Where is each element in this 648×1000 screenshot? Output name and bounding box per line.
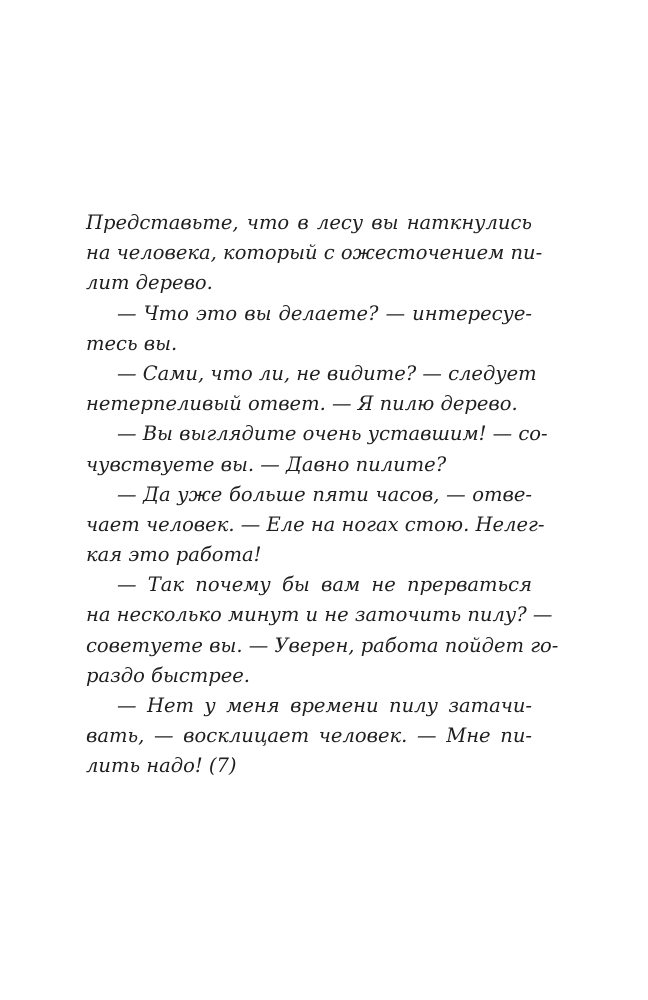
text-line: лит дерево. [86,271,213,295]
text-line: — Так почему бы вам не прерваться [117,573,532,597]
text-line: нетерпеливый ответ. — Я пилю дерево. [86,392,518,416]
text-line: — Вы выглядите очень уставшим! — со- [117,422,548,446]
text-line: — Нет у меня времени пилу затачи- [117,694,532,717]
text-line: чает человек. — Еле на ногах стою. Нелег- [86,512,545,536]
text-line: тесь вы. [86,331,178,355]
text-line: советуете вы. — Уверен, работа пойдет го- [86,633,559,657]
text-line: вать, — восклицает человек. — Мне пи- [86,724,532,748]
text-line: Представьте, что в лесу вы наткнулись [86,211,532,234]
text-line: лить надо! (7) [86,754,237,778]
text-line: на несколько минут и не заточить пилу? — [86,603,553,627]
text-line: раздо быстрее. [86,663,250,687]
text-line: — Что это вы делаете? — интересуе- [117,301,532,325]
body-text [86,208,559,782]
text-line: — Да уже больше пяти часов, — отве- [117,482,532,506]
text-line: — Сами, что ли, не видите? — следует [117,361,537,385]
text-line: чувствуете вы. — Давно пилите? [86,452,447,476]
text-line: на человека, который с ожесточением пи- [86,241,543,265]
text-line: кая это работа! [86,543,262,567]
